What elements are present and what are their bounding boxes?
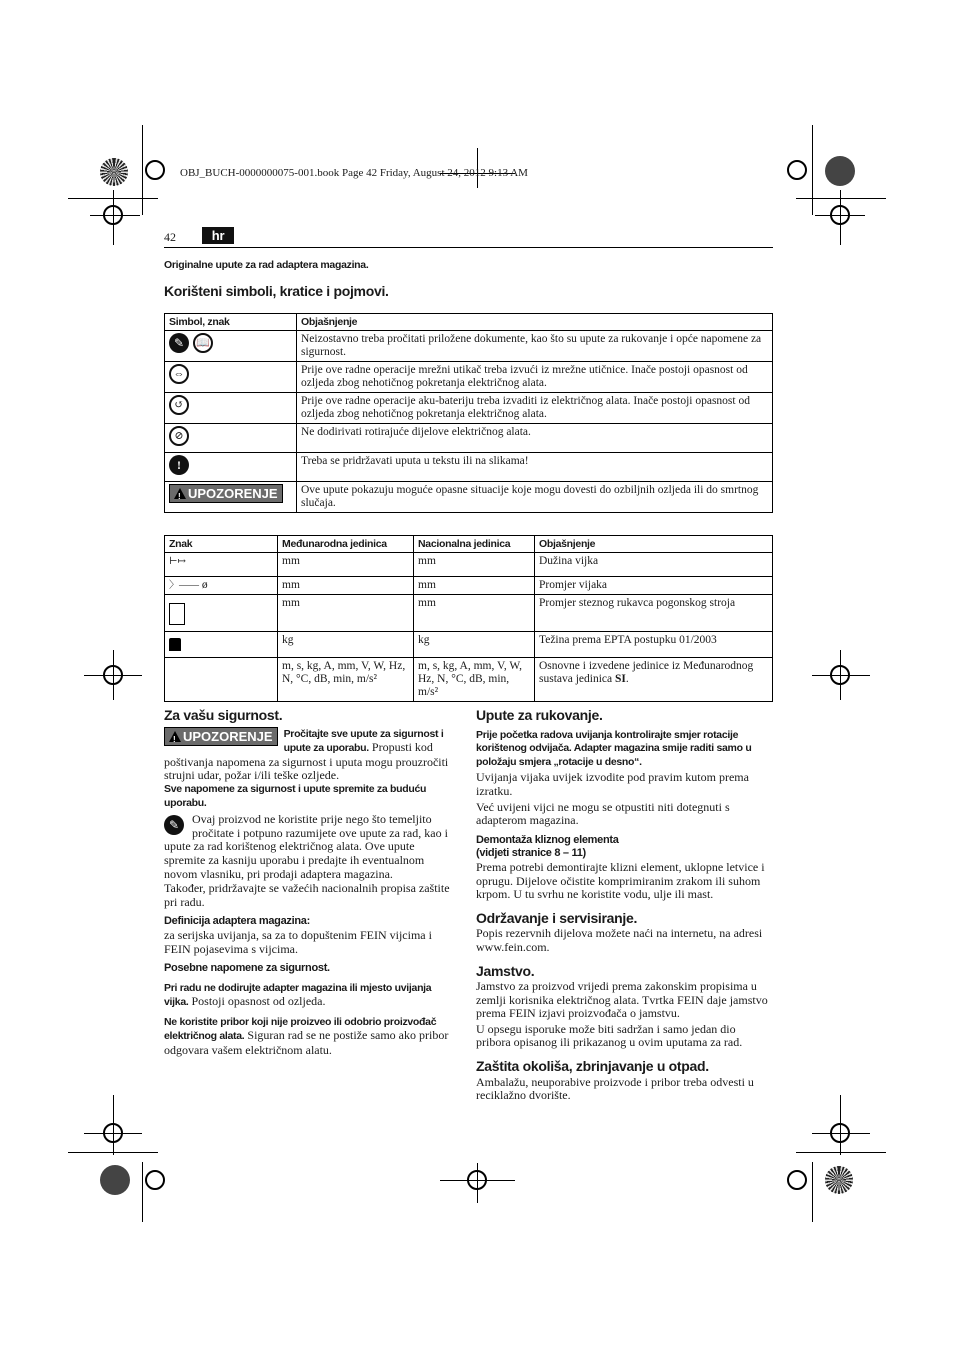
symbol-cell bbox=[165, 424, 297, 453]
sign-cell bbox=[165, 553, 278, 577]
intl-unit-cell: m, s, kg, A, mm, V, W, Hz, N, °C, dB, min, m/s² bbox=[278, 658, 414, 702]
explanation-cell: Prije ove radne operacije mrežni utikač treba izvući iz mrežne utičnice. Inače postoji opasnost od ozljeda zbog nehotičnog pokretanja električnog alata. bbox=[297, 362, 773, 393]
special-note-2: Ne koristite pribor koji nije proizveo ili odobrio proizvođač električnog alata. Siguran rad se ne postiže samo ako pribor odgovara vašem električnom alatu. bbox=[164, 1015, 449, 1058]
left-column bbox=[164, 709, 458, 1058]
diameter-sign: ø bbox=[201, 579, 208, 591]
safety-title: Za vašu sigurnost. bbox=[164, 707, 283, 723]
dismount-text: Prema potrebi demontirajte klizni element, uklopne letvice i oprugu. Dijelove očistite komprimiranim zrakom ili suhom krpom. U tu svrhu ne koristite vodu, ulje ili mast. bbox=[476, 859, 765, 902]
dismount-title: Demontaža kliznog elementa bbox=[476, 833, 619, 846]
explanation-cell: Ne dodirivati rotirajuće dijelove električnog alata. bbox=[297, 424, 773, 453]
registration-mark-icon bbox=[103, 1123, 123, 1143]
symbols-table bbox=[164, 313, 773, 513]
definition-text: za serijska uvijanja, sa za to dopuštenim FEIN vijcima i FEIN pojasevima s vijcima. bbox=[164, 927, 432, 956]
remove-battery-icon: ↺ bbox=[169, 395, 189, 415]
usage-warning: Prije početka radova uvijanja kontrolirajte smjer rotacije korištenog odvijača. Adapter magazina smije raditi samo u položaju smjera „rotacije u desno“. bbox=[476, 728, 752, 768]
registration-mark-icon bbox=[787, 160, 807, 180]
table-row bbox=[165, 424, 773, 453]
color-rosette-icon bbox=[825, 1166, 853, 1194]
table-row bbox=[165, 595, 773, 632]
color-rosette-icon bbox=[100, 158, 128, 186]
national-unit-cell: m, s, kg, A, mm, V, W, Hz, N, °C, dB, min, m/s² bbox=[414, 658, 535, 702]
intl-unit-cell: mm bbox=[278, 577, 414, 595]
read-paragraph: ✎ Ovaj proizvod ne koristite prije nego što temeljito pročitate i potpuno razumijete ove upute za rad, kao i upute za rad korištenog električnog alata. Ove upute spremite za kasniju uporabu i predajte ih eventualnom novom vlasniku, pri prodaji adaptera magazina. bbox=[164, 812, 448, 881]
service-title: Održavanje i servisiranje. bbox=[476, 909, 638, 926]
registration-mark-icon bbox=[830, 665, 850, 685]
special-notes-title: Posebne napomene za sigurnost. bbox=[164, 962, 330, 975]
warranty-paragraph-1: Jamstvo za proizvod vrijedi prema zakonskim propisima u zemlji korisnika električnog alata. Tvrtka FEIN daje jamstvo prema FEIN izjavi proizvođača o jamstvu. bbox=[476, 979, 768, 1021]
color-rosette-icon bbox=[100, 1165, 130, 1195]
column-header: Objašnjenje bbox=[535, 536, 773, 553]
symbol-cell bbox=[165, 453, 297, 482]
read-manual-icon: ✎ bbox=[169, 333, 189, 353]
manual-book-icon: 📖 bbox=[193, 333, 213, 353]
explanation-cell: Promjer vijaka bbox=[535, 577, 773, 595]
registration-mark-icon bbox=[103, 205, 123, 225]
environment-text: Ambalažu, neuporabive proizvode i pribor treba odvesti u reciklažno dvorište. bbox=[476, 1074, 754, 1103]
usage-paragraph-1: Uvijanja vijaka uvijek izvodite pod pravim kutom prema izratku. bbox=[476, 770, 749, 798]
explanation-cell: Ove upute pokazuju moguće opasne situacije koje mogu dovesti do ozbiljnih ozljeda ili do smrtnog slučaja. bbox=[297, 482, 773, 513]
table-row bbox=[165, 553, 773, 577]
explanation-cell: Prije ove radne operacije aku-bateriju treba izvaditi iz električnog alata. Inače postoji opasnost od ozljeda zbog nehotičnog pokretanja električnog alata. bbox=[297, 393, 773, 424]
registration-mark-icon bbox=[145, 1170, 165, 1190]
symbol-cell bbox=[165, 331, 297, 362]
column-header: Objašnjenje bbox=[297, 314, 773, 331]
table-row bbox=[165, 577, 773, 595]
registration-mark-icon bbox=[103, 665, 123, 685]
exclamation-icon: ! bbox=[169, 455, 189, 475]
warning-paragraph: !UPOZORENJE Pročitajte sve upute za sigurnost i upute za uporabu. Propusti kod poštivanja napomena za sigurnost i uputa mogu prouzročiti strujni udar, požar i/ili teške ozljede. bbox=[164, 727, 458, 783]
explanation-cell: Dužina vijka bbox=[535, 553, 773, 577]
sign-cell bbox=[165, 632, 278, 658]
intro-line: Originalne upute za rad adaptera magazina. bbox=[164, 259, 369, 271]
table-header-row bbox=[165, 314, 773, 331]
sign-cell bbox=[165, 658, 278, 702]
national-unit-cell: kg bbox=[414, 632, 535, 658]
intl-unit-cell: kg bbox=[278, 632, 414, 658]
explanation-cell: Promjer steznog rukavca pogonskog stroja bbox=[535, 595, 773, 632]
table-row bbox=[165, 658, 773, 702]
warning-label: !UPOZORENJE bbox=[164, 727, 278, 746]
read-manual-icon: ✎ bbox=[164, 815, 184, 835]
special-note-1: Pri radu ne dodirujte adapter magazina ili mjesto uvijanja vijka. Postoji opasnost od ozljeda. bbox=[164, 981, 432, 1009]
units-table bbox=[164, 535, 773, 702]
service-text: Popis rezervnih dijelova možete naći na internetu, na adresi www.fein.com. bbox=[476, 926, 763, 954]
warning-label: !UPOZORENJE bbox=[169, 484, 283, 503]
explanation-cell: Treba se pridržavati uputa u tekstu ili na slikama! bbox=[297, 453, 773, 482]
symbols-title: Korišteni simboli, kratice i pojmovi. bbox=[164, 283, 389, 299]
warning-triangle-icon bbox=[174, 488, 186, 499]
right-column bbox=[476, 709, 772, 1103]
chuck-collar-icon bbox=[169, 603, 185, 625]
language-badge: hr bbox=[202, 227, 234, 244]
national-unit-cell: mm bbox=[414, 553, 535, 577]
explanation-cell: Težina prema EPTA postupku 01/2003 bbox=[535, 632, 773, 658]
warranty-title: Jamstvo. bbox=[476, 962, 535, 979]
table-row bbox=[165, 393, 773, 424]
table-row bbox=[165, 362, 773, 393]
column-header: Međunarodna jedinica bbox=[278, 536, 414, 553]
table-row bbox=[165, 453, 773, 482]
regulations-paragraph: Također, pridržavajte se važećih nacionalnih propisa zaštite pri radu. bbox=[164, 881, 450, 909]
page-number: 42 bbox=[164, 230, 176, 244]
screw-diameter-icon: 〉—— bbox=[169, 580, 199, 591]
table-header-row bbox=[165, 536, 773, 553]
table-row bbox=[165, 482, 773, 513]
intl-unit-cell: mm bbox=[278, 595, 414, 632]
warranty-paragraph-2: U opsegu isporuke može biti sadržan i samo jedan dio pribora opisanog ili prikazanog u ovim uputama za rad. bbox=[476, 1021, 743, 1050]
warning-triangle-icon bbox=[169, 731, 181, 742]
book-header: OBJ_BUCH-0000000075-001.book Page 42 Friday, August 24, 2012 9:13 AM bbox=[180, 167, 528, 179]
registration-mark-icon bbox=[787, 1170, 807, 1190]
national-unit-cell: mm bbox=[414, 595, 535, 632]
screw-length-icon: ⊢↦ bbox=[169, 556, 186, 567]
column-header: Nacionalna jedinica bbox=[414, 536, 535, 553]
environment-title: Zaštita okoliša, zbrinjavanje u otpad. bbox=[476, 1058, 709, 1075]
unplug-icon: ⇔ bbox=[169, 364, 189, 384]
color-rosette-icon bbox=[825, 156, 855, 186]
explanation-cell: Osnovne i izvedene jedinice iz Međunarodnog sustava jedinica SI. bbox=[535, 658, 773, 702]
column-header: Znak bbox=[165, 536, 278, 553]
usage-paragraph-2: Već uvijeni vijci ne mogu se otpustiti niti dotegnuti s adapterom magazina. bbox=[476, 799, 730, 828]
weight-icon bbox=[169, 638, 181, 651]
national-unit-cell: mm bbox=[414, 577, 535, 595]
usage-title: Upute za rukovanje. bbox=[476, 707, 603, 723]
dismount-subtitle: (vidjeti stranice 8 – 11) bbox=[476, 847, 586, 860]
registration-mark-icon bbox=[830, 1123, 850, 1143]
sign-cell bbox=[165, 577, 278, 595]
registration-mark-icon bbox=[145, 160, 165, 180]
table-row bbox=[165, 331, 773, 362]
table-row bbox=[165, 632, 773, 658]
sign-cell bbox=[165, 595, 278, 632]
registration-mark-icon bbox=[467, 1170, 487, 1190]
keep-instructions: Sve napomene za sigurnost i upute spremite za buduću uporabu. bbox=[164, 782, 427, 809]
symbol-cell bbox=[165, 482, 297, 513]
definition-title: Definicija adaptera magazina: bbox=[164, 915, 310, 928]
no-touch-icon: ⊘ bbox=[169, 426, 189, 446]
registration-mark-icon bbox=[830, 205, 850, 225]
column-header: Simbol, znak bbox=[165, 314, 297, 331]
explanation-cell: Neizostavno treba pročitati priložene dokumente, kao što su upute za rukovanje i opće napomene za sigurnost. bbox=[297, 331, 773, 362]
symbol-cell bbox=[165, 393, 297, 424]
intl-unit-cell: mm bbox=[278, 553, 414, 577]
symbol-cell bbox=[165, 362, 297, 393]
header-rule bbox=[164, 247, 773, 248]
